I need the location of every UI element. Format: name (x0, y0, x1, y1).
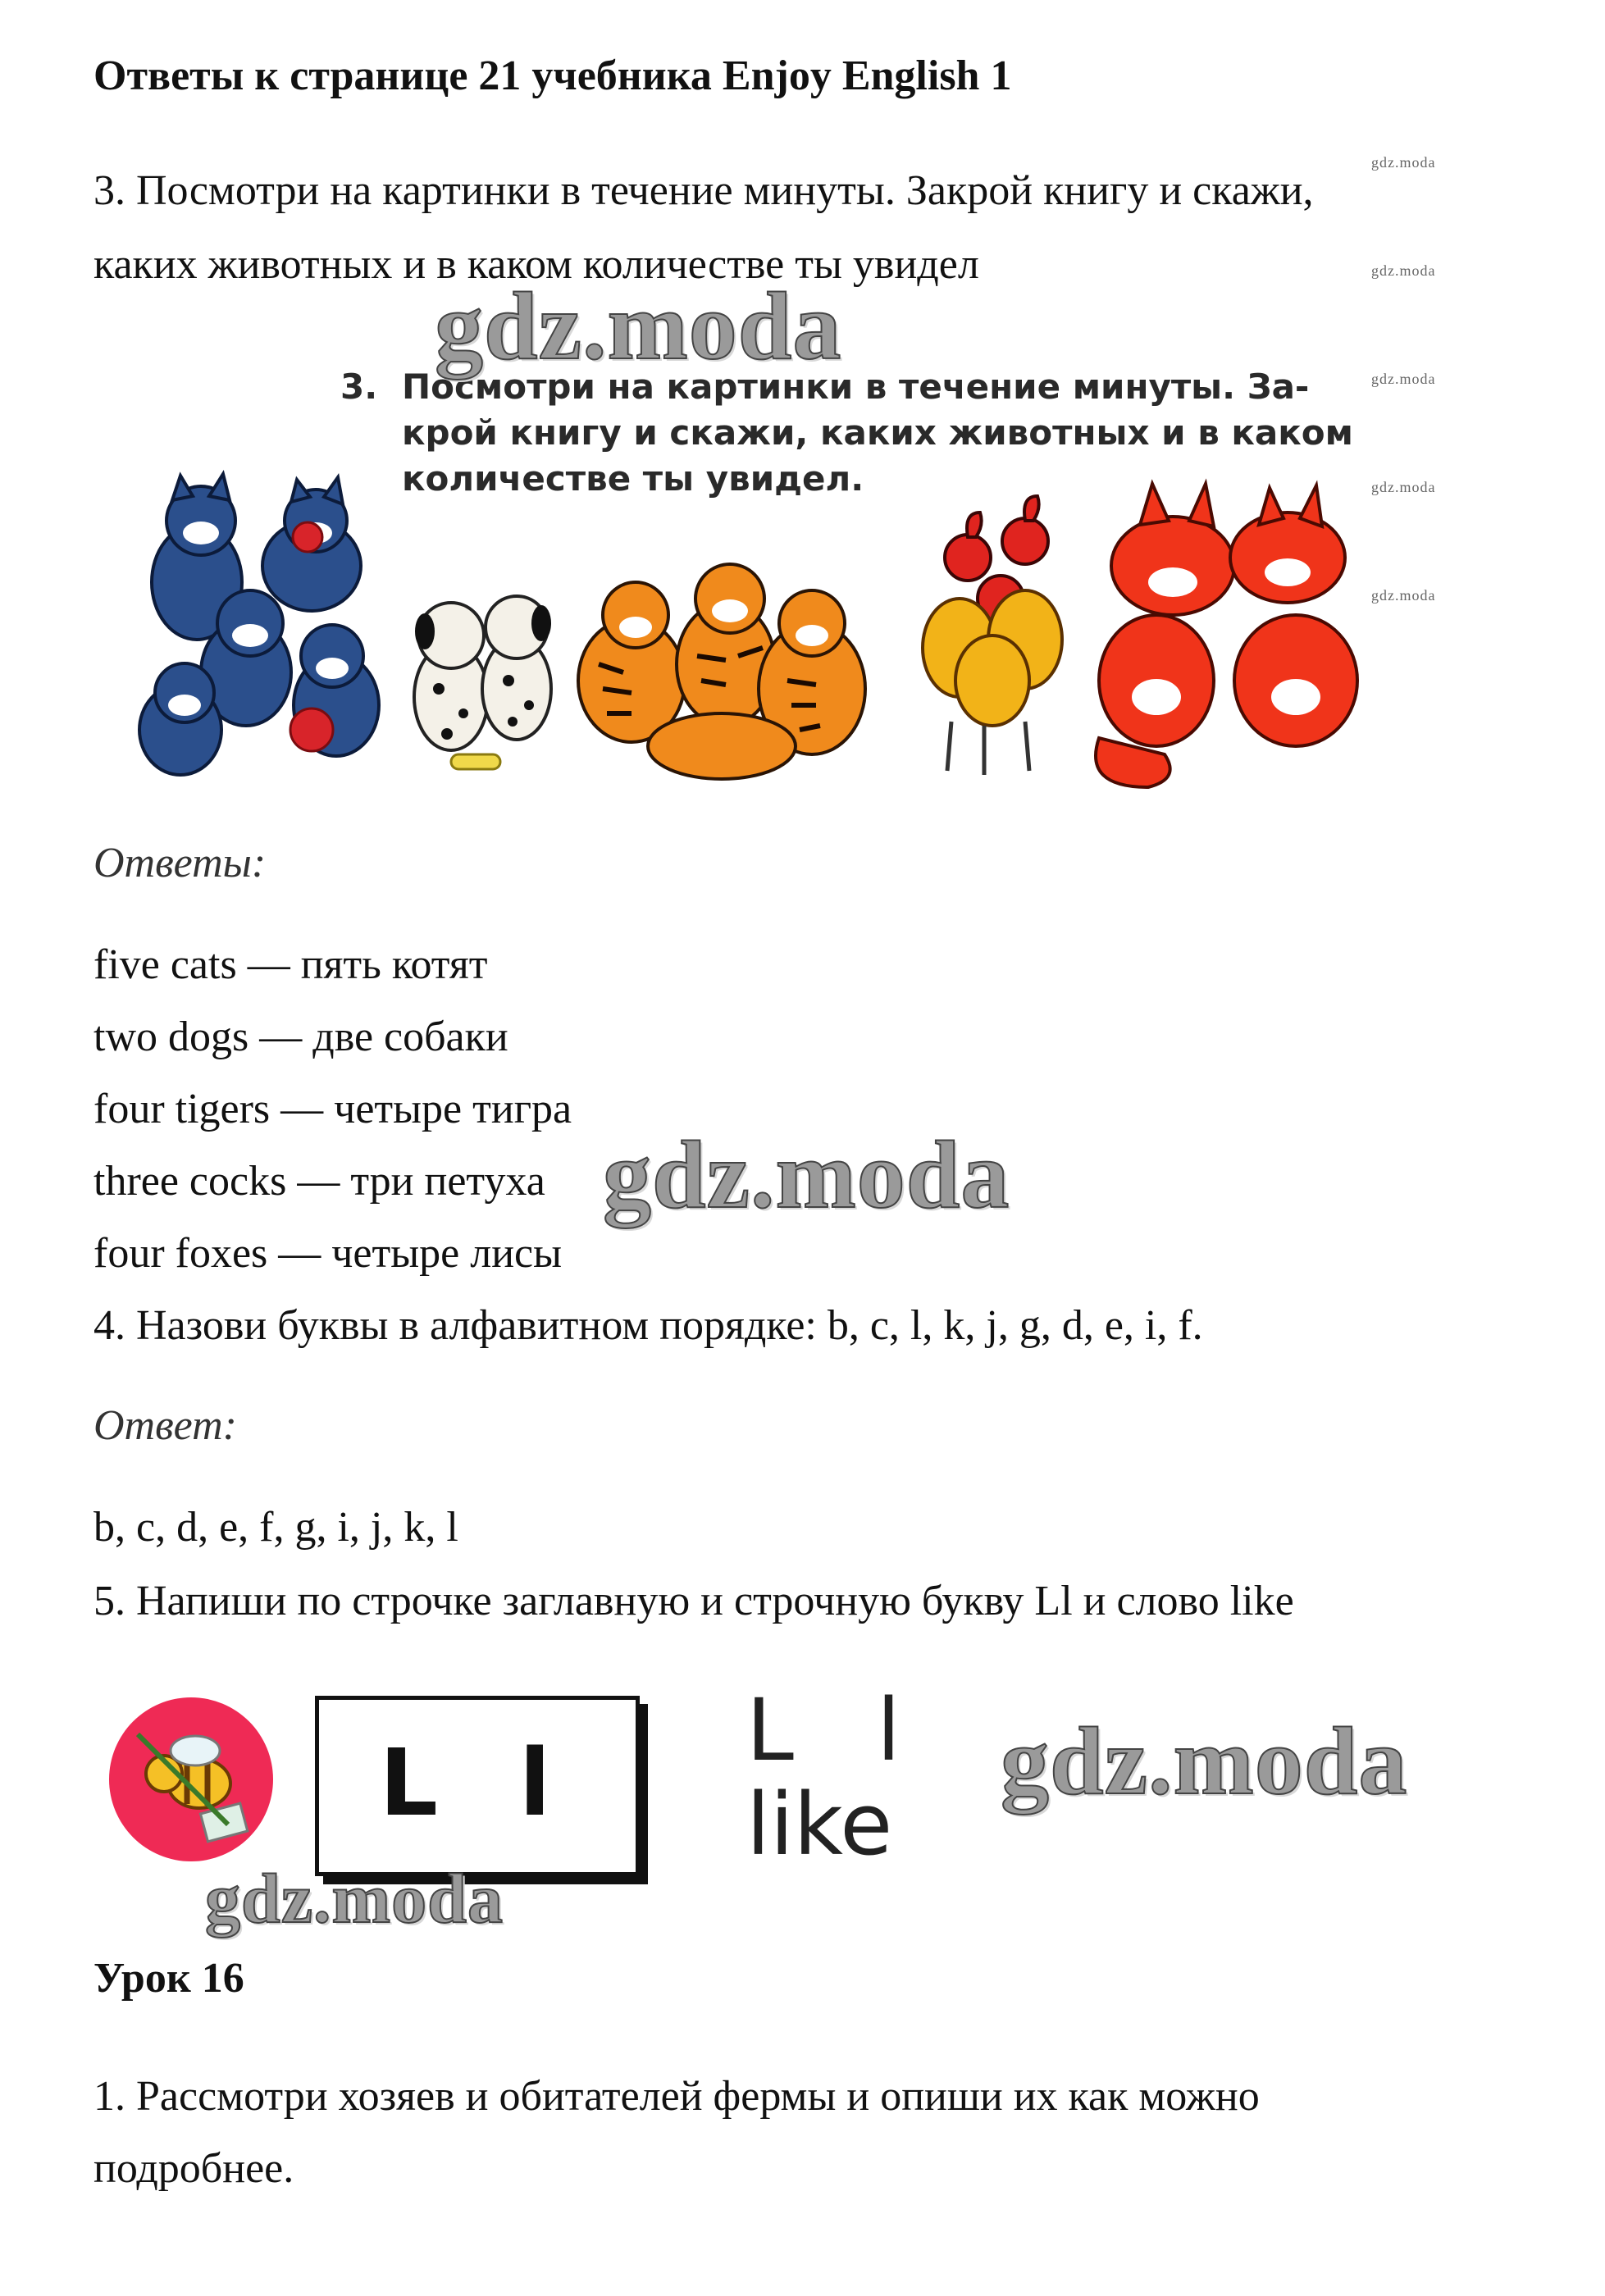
lesson-task1-line2: подробнее. (93, 2145, 294, 2192)
watermark-small: gdz.moda (1371, 262, 1436, 279)
watermark-small: gdz.moda (1371, 587, 1436, 604)
boxed-letters: L l (379, 1730, 576, 1837)
watermark: gdz.moda (435, 272, 842, 380)
answer-item: four foxes — четыре лисы (93, 1230, 563, 1277)
lesson-title: Урок 16 (93, 1955, 244, 2002)
exercise4-answer-label: Ответ: (93, 1402, 237, 1449)
watermark: gdz.moda (205, 1859, 504, 1938)
scan-line2: крой книгу и скажи, каких животных и в каком (402, 412, 1353, 453)
answers-label: Ответы: (93, 840, 267, 886)
watermark: gdz.moda (1001, 1707, 1408, 1815)
textbook-scan (123, 353, 1435, 795)
watermark-small: gdz.moda (1371, 371, 1436, 387)
answer-item: five cats — пять котят (93, 941, 488, 988)
dogs-illustration (394, 582, 566, 787)
answer-item: four tigers — четыре тигра (93, 1086, 572, 1132)
cats-illustration (123, 459, 394, 795)
written-letters: L l (746, 1680, 928, 1780)
written-word: like (746, 1774, 893, 1875)
watermark-small: gdz.moda (1371, 154, 1436, 171)
watermark-small: gdz.moda (1371, 479, 1436, 495)
tigers-illustration (566, 541, 878, 787)
exercise4-answer: b, c, d, e, f, g, i, j, k, l (93, 1504, 458, 1551)
exercise5-prompt: 5. Напиши по строчке заглавную и строчную букву Ll и слово like (93, 1578, 1294, 1624)
exercise3-prompt-line2: каких животных и в каком количестве ты увидел (93, 241, 979, 288)
cocks-illustration (910, 492, 1066, 787)
watermark: gdz.moda (603, 1121, 1010, 1228)
lesson-task1-line1: 1. Рассмотри хозяев и обитателей фермы и опиши их как можно (93, 2073, 1260, 2120)
scan-line1: Посмотри на картинки в течение минуты. За- (402, 367, 1310, 407)
exercise4-prompt: 4. Назови буквы в алфавитном порядке: b, c, l, k, j, g, d, e, i, f. (93, 1302, 1203, 1349)
answer-item: three cocks — три петуха (93, 1158, 545, 1205)
foxes-illustration (1083, 467, 1394, 795)
page-title: Ответы к странице 21 учебника Enjoy English 1 (93, 52, 1012, 99)
exercise3-prompt-line1: 3. Посмотри на картинки в течение минуты. Закрой книгу и скажи, (93, 167, 1314, 214)
scan-line3: количестве ты увидел. (402, 458, 864, 499)
bee-icon (105, 1693, 277, 1866)
answer-item: two dogs — две собаки (93, 1014, 508, 1060)
letter-box (315, 1696, 640, 1876)
scan-exercise-number: 3. (340, 367, 378, 407)
